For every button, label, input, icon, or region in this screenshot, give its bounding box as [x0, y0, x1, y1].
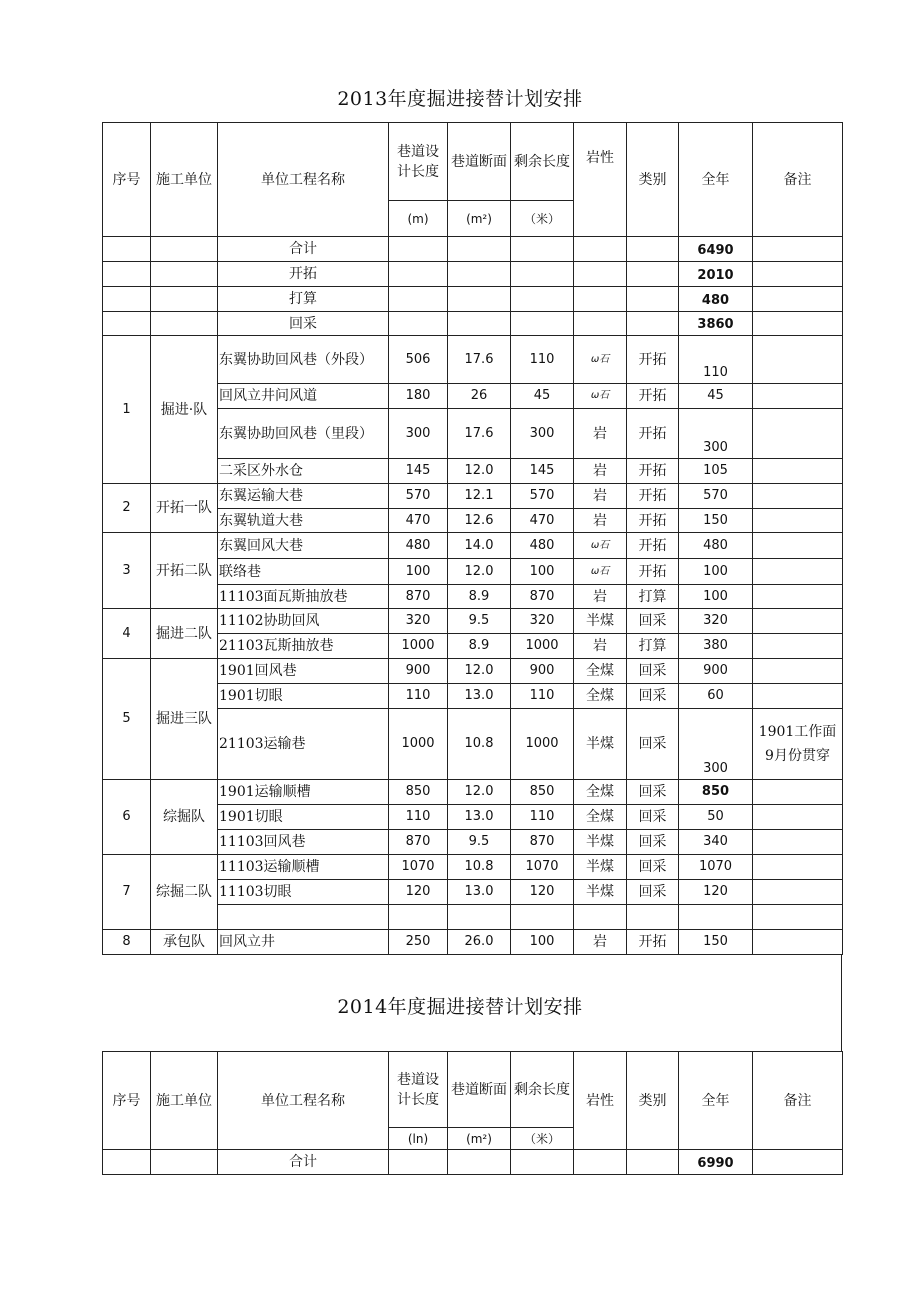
- summary-label: 回采: [218, 312, 389, 336]
- rock-type: 全煤: [574, 659, 627, 684]
- note-cell: [753, 287, 843, 312]
- project-name: 21103瓦斯抽放巷: [218, 634, 389, 659]
- header-unit: 施工单位: [151, 123, 218, 237]
- seq-cell: 2: [103, 484, 151, 533]
- category: 回采: [627, 709, 679, 780]
- design-length: 145: [389, 459, 448, 484]
- unit-cell: 掘进三队: [151, 659, 218, 780]
- empty-cell: [448, 312, 511, 336]
- section-area: 12.0: [448, 780, 511, 805]
- note-cell: [753, 509, 843, 533]
- unit-cell: 掘进二队: [151, 609, 218, 659]
- project-name: 11102协助回风: [218, 609, 389, 634]
- rock-type: ω石: [574, 336, 627, 384]
- empty-cell: [627, 287, 679, 312]
- design-length: 110: [389, 684, 448, 709]
- design-length: 470: [389, 509, 448, 533]
- category: 回采: [627, 880, 679, 905]
- header-section-2014: 巷道断面: [448, 1052, 511, 1128]
- note-cell: [753, 855, 843, 880]
- year-plan: 120: [679, 880, 753, 905]
- project-name: 1901运输顺槽: [218, 780, 389, 805]
- category: 回采: [627, 659, 679, 684]
- empty-cell: [627, 312, 679, 336]
- design-length: 480: [389, 533, 448, 559]
- rock-type: 半煤: [574, 880, 627, 905]
- header-design-length: 巷道设计长度: [389, 123, 448, 201]
- rock-type: 岩: [574, 509, 627, 533]
- summary-row: [103, 1150, 843, 1175]
- year-plan: 1070: [679, 855, 753, 880]
- section-area: 14.0: [448, 533, 511, 559]
- unit-cell: [151, 1150, 218, 1175]
- design-length: 120: [389, 880, 448, 905]
- year-plan: 300: [679, 709, 753, 780]
- empty-cell: [448, 287, 511, 312]
- note-cell: [753, 684, 843, 709]
- header-project: 单位工程名称: [218, 123, 389, 237]
- seq-cell: [103, 237, 151, 262]
- note-cell: [753, 880, 843, 905]
- empty-cell: [574, 905, 627, 930]
- note-cell: [753, 559, 843, 585]
- section-area: 26.0: [448, 930, 511, 955]
- design-length: 900: [389, 659, 448, 684]
- empty-cell: [574, 287, 627, 312]
- table-row: [103, 659, 843, 684]
- remain-length: 300: [511, 409, 574, 459]
- project-name: 联络巷: [218, 559, 389, 585]
- section-area: 17.6: [448, 409, 511, 459]
- empty-cell: [574, 262, 627, 287]
- table-row: [103, 930, 843, 955]
- remain-length: 145: [511, 459, 574, 484]
- unit-cell: 承包队: [151, 930, 218, 955]
- year-plan: 340: [679, 830, 753, 855]
- remain-length: 320: [511, 609, 574, 634]
- summary-row: [103, 287, 843, 312]
- empty-cell: [389, 262, 448, 287]
- header-unit-2014: 施工单位: [151, 1052, 218, 1150]
- category: 开拓: [627, 384, 679, 409]
- project-name: 21103运输巷: [218, 709, 389, 780]
- header-project-2014: 单位工程名称: [218, 1052, 389, 1150]
- header-design-length-2014: 巷道设计长度: [389, 1052, 448, 1128]
- category: 回采: [627, 780, 679, 805]
- note-cell: [753, 336, 843, 384]
- rock-type: 半煤: [574, 709, 627, 780]
- section-area: 9.5: [448, 609, 511, 634]
- rock-type: 半煤: [574, 855, 627, 880]
- design-length: 100: [389, 559, 448, 585]
- summary-row: [103, 262, 843, 287]
- section-area: 12.0: [448, 559, 511, 585]
- seq-cell: 4: [103, 609, 151, 659]
- group-rows-2013: [103, 336, 843, 955]
- header-unit-mi-2014: （米）: [511, 1128, 574, 1150]
- unit-cell: 综掘二队: [151, 855, 218, 930]
- header-note-2014: 备注: [753, 1052, 843, 1150]
- empty-cell: [627, 905, 679, 930]
- remain-length: 100: [511, 559, 574, 585]
- summary-year-total: 6990: [679, 1150, 753, 1175]
- note-cell: [753, 312, 843, 336]
- plan-table-2014: [102, 1051, 843, 1175]
- section-area: 8.9: [448, 634, 511, 659]
- note-cell: [753, 830, 843, 855]
- section-area: 12.1: [448, 484, 511, 509]
- seq-cell: [103, 262, 151, 287]
- header-rock: 岩性: [574, 123, 627, 237]
- note-cell: [753, 459, 843, 484]
- seq-cell: 7: [103, 855, 151, 930]
- design-length: 570: [389, 484, 448, 509]
- category: 回采: [627, 684, 679, 709]
- empty-cell: [389, 1150, 448, 1175]
- section-area: 13.0: [448, 880, 511, 905]
- rock-type: 岩: [574, 484, 627, 509]
- rock-type: 岩: [574, 585, 627, 609]
- section-area: 9.5: [448, 830, 511, 855]
- design-length: 110: [389, 805, 448, 830]
- empty-cell: [511, 237, 574, 262]
- summary-label: 开拓: [218, 262, 389, 287]
- design-length: 1070: [389, 855, 448, 880]
- year-plan: 300: [679, 409, 753, 459]
- section-area: 10.8: [448, 709, 511, 780]
- unit-cell: 综掘队: [151, 780, 218, 855]
- design-length: 506: [389, 336, 448, 384]
- table-row: [103, 533, 843, 559]
- category: 开拓: [627, 459, 679, 484]
- project-name: 回风立井: [218, 930, 389, 955]
- seq-cell: 8: [103, 930, 151, 955]
- note-cell: [753, 533, 843, 559]
- year-plan: 105: [679, 459, 753, 484]
- note-cell: [753, 384, 843, 409]
- empty-cell: [218, 905, 389, 930]
- year-plan: 900: [679, 659, 753, 684]
- design-length: 320: [389, 609, 448, 634]
- empty-cell: [627, 262, 679, 287]
- header-unit-m2: (m²): [448, 201, 511, 237]
- note-cell: [753, 930, 843, 955]
- year-plan: 60: [679, 684, 753, 709]
- empty-cell: [448, 237, 511, 262]
- unit-cell: 掘进·队: [151, 336, 218, 484]
- unit-cell: [151, 262, 218, 287]
- rock-type: 全煤: [574, 780, 627, 805]
- header-year: 全年: [679, 123, 753, 237]
- rock-type: ω石: [574, 533, 627, 559]
- note-cell: [753, 237, 843, 262]
- category: 回采: [627, 855, 679, 880]
- empty-cell: [511, 262, 574, 287]
- rock-type: 岩: [574, 409, 627, 459]
- remain-length: 1000: [511, 634, 574, 659]
- project-name: 1901回风巷: [218, 659, 389, 684]
- project-name: 东翼回风大巷: [218, 533, 389, 559]
- header-type: 类别: [627, 123, 679, 237]
- empty-cell: [448, 905, 511, 930]
- seq-cell: 3: [103, 533, 151, 609]
- empty-cell: [574, 237, 627, 262]
- empty-cell: [679, 905, 753, 930]
- category: 回采: [627, 805, 679, 830]
- header-rock-2014: 岩性: [574, 1052, 627, 1150]
- table-row: [103, 336, 843, 384]
- note-cell: [753, 262, 843, 287]
- empty-cell: [574, 312, 627, 336]
- year-plan: 150: [679, 509, 753, 533]
- category: 打算: [627, 585, 679, 609]
- note-cell: [753, 634, 843, 659]
- plan-table-2013: [102, 122, 843, 955]
- summary-row: [103, 312, 843, 336]
- remain-length: 120: [511, 880, 574, 905]
- design-length: 1000: [389, 634, 448, 659]
- category: 打算: [627, 634, 679, 659]
- year-plan: 320: [679, 609, 753, 634]
- unit-cell: [151, 312, 218, 336]
- category: 开拓: [627, 930, 679, 955]
- design-length: 870: [389, 830, 448, 855]
- project-name: 11103切眼: [218, 880, 389, 905]
- year-plan: 570: [679, 484, 753, 509]
- remain-length: 100: [511, 930, 574, 955]
- header-seq-2014: 序号: [103, 1052, 151, 1150]
- category: 开拓: [627, 509, 679, 533]
- table-row: [103, 484, 843, 509]
- section-area: 12.6: [448, 509, 511, 533]
- summary-label: 打算: [218, 287, 389, 312]
- empty-cell: [389, 287, 448, 312]
- header-unit-mi: （米）: [511, 201, 574, 237]
- seq-cell: [103, 312, 151, 336]
- empty-cell: [389, 905, 448, 930]
- header-section: 巷道断面: [448, 123, 511, 201]
- year-plan: 150: [679, 930, 753, 955]
- empty-cell: [511, 312, 574, 336]
- note-cell: [753, 659, 843, 684]
- design-length: 250: [389, 930, 448, 955]
- header-remain: 剩余长度: [511, 123, 574, 201]
- seq-cell: 5: [103, 659, 151, 780]
- year-plan: 100: [679, 559, 753, 585]
- section-area: 8.9: [448, 585, 511, 609]
- empty-cell: [753, 905, 843, 930]
- unit-cell: [151, 287, 218, 312]
- project-name: 1901切眼: [218, 805, 389, 830]
- header-unit-m2-2014: (m²): [448, 1128, 511, 1150]
- remain-length: 1070: [511, 855, 574, 880]
- rock-type: ω石: [574, 559, 627, 585]
- project-name: 11103回风巷: [218, 830, 389, 855]
- unit-cell: [151, 237, 218, 262]
- empty-cell: [511, 287, 574, 312]
- project-name: 二采区外水仓: [218, 459, 389, 484]
- project-name: 东翼协助回风巷（外段）: [218, 336, 389, 384]
- rock-type: 岩: [574, 459, 627, 484]
- empty-cell: [627, 237, 679, 262]
- section-area: 26: [448, 384, 511, 409]
- remain-length: 570: [511, 484, 574, 509]
- year-plan: 110: [679, 336, 753, 384]
- category: 开拓: [627, 559, 679, 585]
- empty-cell: [627, 1150, 679, 1175]
- remain-length: 470: [511, 509, 574, 533]
- year-plan: 850: [679, 780, 753, 805]
- table-row: [103, 780, 843, 805]
- design-length: 850: [389, 780, 448, 805]
- project-name: 东翼运输大巷: [218, 484, 389, 509]
- header-note: 备注: [753, 123, 843, 237]
- header-seq: 序号: [103, 123, 151, 237]
- rock-type: 岩: [574, 930, 627, 955]
- empty-cell: [448, 1150, 511, 1175]
- summary-year-total: 480: [679, 287, 753, 312]
- remain-length: 1000: [511, 709, 574, 780]
- project-name: 东翼协助回风巷（里段）: [218, 409, 389, 459]
- category: 回采: [627, 830, 679, 855]
- header-unit-m: (m): [389, 201, 448, 237]
- remain-length: 110: [511, 684, 574, 709]
- project-name: 11103运输顺槽: [218, 855, 389, 880]
- empty-cell: [574, 1150, 627, 1175]
- seq-cell: 1: [103, 336, 151, 484]
- note-cell: [753, 805, 843, 830]
- category: 开拓: [627, 533, 679, 559]
- rock-type: ω石: [574, 384, 627, 409]
- note-cell: [753, 585, 843, 609]
- section-area: 12.0: [448, 459, 511, 484]
- category: 开拓: [627, 336, 679, 384]
- project-name: 东翼轨道大巷: [218, 509, 389, 533]
- summary-row: [103, 237, 843, 262]
- remain-length: 850: [511, 780, 574, 805]
- remain-length: 870: [511, 830, 574, 855]
- summary-label: 合计: [218, 1150, 389, 1175]
- table-row: [103, 855, 843, 880]
- empty-cell: [448, 262, 511, 287]
- section-area: 17.6: [448, 336, 511, 384]
- design-length: 870: [389, 585, 448, 609]
- header-remain-2014: 剩余长度: [511, 1052, 574, 1128]
- summary-year-total: 3860: [679, 312, 753, 336]
- category: 开拓: [627, 484, 679, 509]
- year-plan: 480: [679, 533, 753, 559]
- remain-length: 45: [511, 384, 574, 409]
- rock-type: 半煤: [574, 830, 627, 855]
- note-cell: [753, 780, 843, 805]
- summary-rows-2013: [103, 237, 843, 336]
- empty-cell: [389, 312, 448, 336]
- remain-length: 900: [511, 659, 574, 684]
- project-name: 1901切眼: [218, 684, 389, 709]
- page-title-2014: 2014年度掘进接替计划安排: [337, 996, 583, 1018]
- note-cell: [753, 1150, 843, 1175]
- unit-cell: 开拓二队: [151, 533, 218, 609]
- rock-type: 岩: [574, 634, 627, 659]
- rock-type: 全煤: [574, 805, 627, 830]
- remain-length: 480: [511, 533, 574, 559]
- seq-cell: [103, 1150, 151, 1175]
- note-cell: [753, 609, 843, 634]
- remain-length: 870: [511, 585, 574, 609]
- year-plan: 50: [679, 805, 753, 830]
- summary-rows-2014: [103, 1150, 843, 1175]
- project-name: 回风立井问风道: [218, 384, 389, 409]
- header-type-2014: 类别: [627, 1052, 679, 1150]
- year-plan: 45: [679, 384, 753, 409]
- project-name: 11103面瓦斯抽放巷: [218, 585, 389, 609]
- year-plan: 100: [679, 585, 753, 609]
- empty-cell: [511, 905, 574, 930]
- section-area: 12.0: [448, 659, 511, 684]
- note-cell: [753, 484, 843, 509]
- empty-cell: [511, 1150, 574, 1175]
- seq-cell: [103, 287, 151, 312]
- table-row: [103, 609, 843, 634]
- category: 开拓: [627, 409, 679, 459]
- design-length: 1000: [389, 709, 448, 780]
- category: 回采: [627, 609, 679, 634]
- rock-type: 半煤: [574, 609, 627, 634]
- header-unit-m-2014: (ln): [389, 1128, 448, 1150]
- page-title-2013: 2013年度掘进接替计划安排: [337, 88, 583, 110]
- year-plan: 380: [679, 634, 753, 659]
- summary-year-total: 2010: [679, 262, 753, 287]
- note-cell: 1901工作面9月份贯穿: [753, 709, 843, 780]
- section-area: 13.0: [448, 805, 511, 830]
- note-cell: [753, 409, 843, 459]
- summary-year-total: 6490: [679, 237, 753, 262]
- design-length: 300: [389, 409, 448, 459]
- section-area: 10.8: [448, 855, 511, 880]
- seq-cell: 6: [103, 780, 151, 855]
- section-area: 13.0: [448, 684, 511, 709]
- summary-label: 合计: [218, 237, 389, 262]
- header-year-2014: 全年: [679, 1052, 753, 1150]
- remain-length: 110: [511, 336, 574, 384]
- empty-cell: [389, 237, 448, 262]
- design-length: 180: [389, 384, 448, 409]
- rock-type: 全煤: [574, 684, 627, 709]
- remain-length: 110: [511, 805, 574, 830]
- unit-cell: 开拓一队: [151, 484, 218, 533]
